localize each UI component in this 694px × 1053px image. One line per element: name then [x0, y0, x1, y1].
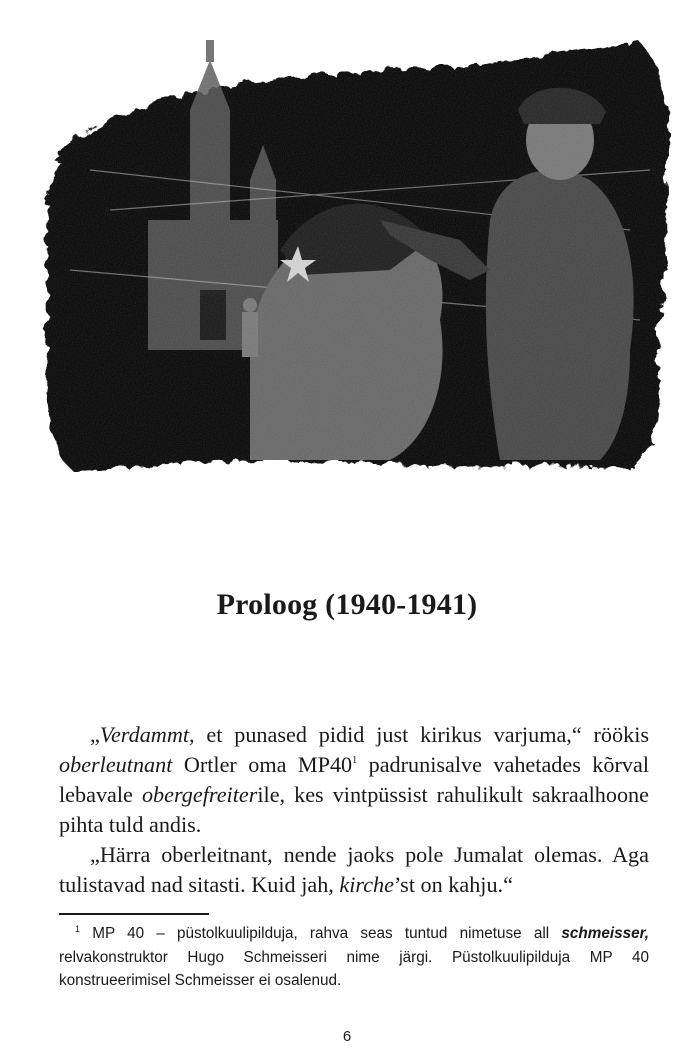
footnote-ref: 1 [352, 755, 358, 766]
text-run: Ortler oma MP40 [172, 752, 353, 777]
grain-texture [30, 20, 676, 472]
text-run: „Härra oberleitnant, nende jaoks pole Jumalat olemas. Aga tulistavad nad sitasti. Kuid jah, [59, 842, 649, 897]
footnote-text-before: MP 40 – püstolkuulipilduja, rahva seas tuntud nimetuse all [80, 925, 562, 942]
italic-term: Verdammt, [99, 722, 195, 747]
paragraph [59, 720, 649, 840]
footnote-marker: 1 [75, 924, 81, 934]
chapter-title: Proloog (1940-1941) [216, 588, 478, 621]
illustration-svg [30, 20, 676, 472]
body-text [59, 720, 649, 900]
text-run: et punased pidid just kirikus varjuma,“ röökis [194, 722, 649, 747]
footnote-term: schmeisser, [561, 925, 649, 942]
footnote-text-after: relvakonstruktor Hugo Schmeisseri nime järgi. Püstolkuulipilduja MP 40 konstrueerimisel Schmeisser ei osalenud. [59, 948, 649, 989]
italic-term: obergefreiter [141, 782, 258, 807]
text-run: ile, kes vintpüssist rahulikult sakraalhoone pihta tuld andis. [59, 782, 649, 837]
chapter-illustration [30, 20, 676, 472]
footnote-divider [59, 913, 209, 915]
italic-term: kirche [339, 872, 395, 897]
italic-term: oberleutnant [59, 752, 173, 777]
text-run: ’st on kahju.“ [394, 872, 513, 897]
text-run: padrunisalve vahetades kõrval lebavale [59, 752, 649, 807]
text-run: „ [90, 722, 100, 747]
paragraph [59, 840, 649, 900]
footnote [59, 922, 649, 993]
page-number: 6 [342, 1028, 352, 1045]
